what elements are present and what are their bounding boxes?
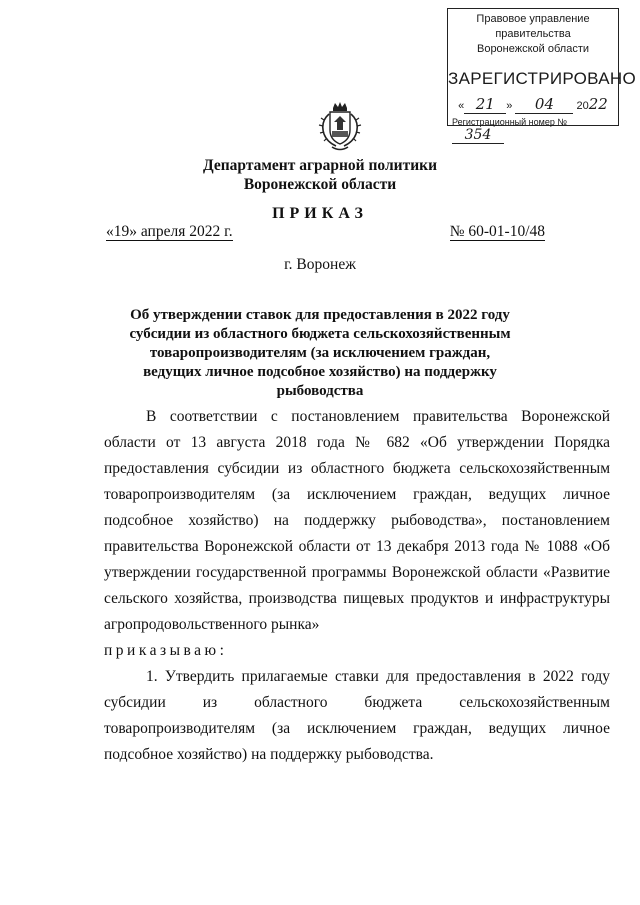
document-type-title: ПРИКАЗ bbox=[272, 205, 368, 222]
order-subject: Об утверждении ставок для предоставления в 2022 году субсидии из областного бюджета сельскохозяйственным товаропроизводителям (за исключением граждан, ведущих личное подсобное хозяйство) на поддержку рыбоводства bbox=[129, 307, 511, 399]
department-name bbox=[0, 156, 640, 194]
stamp-reg-number bbox=[448, 117, 618, 144]
stamp-org-line2: Воронежской области bbox=[476, 43, 589, 55]
stamp-date: « 21 » 04 2022 bbox=[458, 95, 608, 113]
stamp-org-line1: Правовое управление правительства bbox=[476, 13, 590, 40]
stamp-date-day: 21 bbox=[464, 95, 506, 114]
order-item-1: 1. Утвердить прилагаемые ставки для предоставления в 2022 году субсидии из областного бюджета сельскохозяйственным товаропроизводителям (за исключением граждан, ведущих личное подсобное хозяйство) на поддержку рыбоводства. bbox=[104, 668, 610, 763]
city: г. Воронеж bbox=[284, 256, 356, 273]
department-line2: Воронежской области bbox=[243, 176, 397, 193]
preamble-paragraph: В соответствии с постановлением правительства Воронежской области от 13 августа 2018 года № 682 «Об утверждении Порядка предоставления субсидии из областного бюджета сельскохозяйственным товаропроизводителям (за исключением граждан, ведущих личное подсобное хозяйство) на поддержку рыбоводства», постановлением правительства Воронежской области от 13 декабря 2013 года № 1088 «Об утверждении государственной программы Воронежской области «Развитие сельского хозяйства, производства пищевых продуктов и инфраструктуры агропродовольственного рынка» bbox=[104, 408, 610, 633]
coat-of-arms-icon bbox=[318, 100, 362, 154]
department-line1: Департамент аграрной политики bbox=[202, 157, 437, 174]
order-word: приказываю: bbox=[104, 642, 228, 659]
stamp-date-year-prefix: 20 bbox=[576, 100, 589, 112]
order-number-text: № 60-01-10/48 bbox=[449, 223, 545, 240]
stamp-registered-label: ЗАРЕГИСТРИРОВАНО bbox=[448, 69, 636, 88]
order-number bbox=[450, 223, 545, 241]
stamp-reg-number-value: 354 bbox=[452, 127, 504, 144]
order-date-text: «19» апреля 2022 г. bbox=[106, 223, 233, 240]
order-date bbox=[106, 223, 233, 241]
stamp-date-month: 04 bbox=[515, 95, 573, 114]
stamp-date-year-suffix: 22 bbox=[588, 95, 608, 113]
stamp-reg-number-label: Регистрационный номер № bbox=[452, 117, 568, 127]
registration-stamp bbox=[447, 8, 636, 143]
stamp-organization bbox=[448, 12, 618, 57]
